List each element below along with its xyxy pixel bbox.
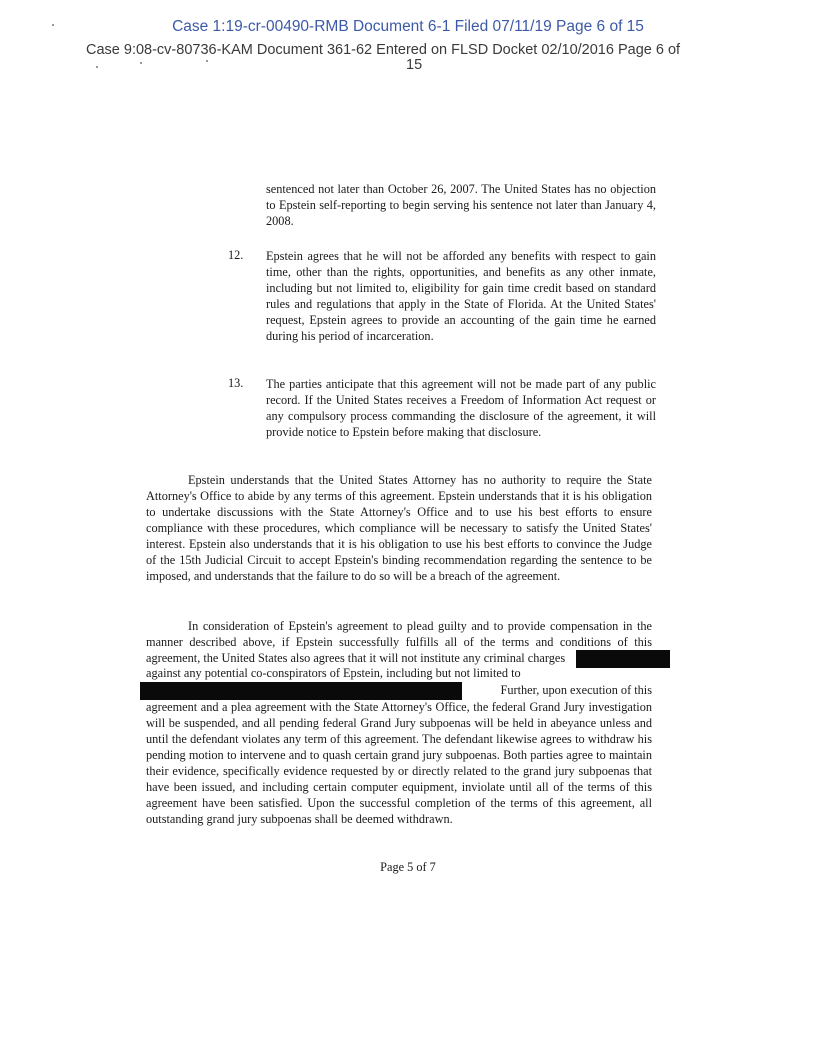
state-attorney-paragraph: Epstein understands that the United States Attorney has no authority to require the State Attorney's Office to abide by any terms of this agreement. Epstein understands that it is his obligation to undertake discussions with the State Attorney's Office and to use his best efforts to ensure compliance with these procedures, which compliance will be necessary to satisfy the United States' interest. Epstein also understands that it is his obligation to use his best efforts to convince the Judge of the 15th Judicial Circuit to accept Epstein's binding recommendation regarding the sentence to be imposed, and understands that the failure to do so will be a breach of the agreement. <box>146 473 652 583</box>
redaction-block <box>140 682 462 700</box>
consideration-paragraph-line: against any potential co-conspirators of Epstein, including but not limited to <box>146 666 521 680</box>
consideration-paragraph-continued: Further, upon execution of this <box>500 683 652 697</box>
docket-stamp-continuation: 15 <box>406 57 423 73</box>
consideration-paragraph-start: In consideration of Epstein's agreement to plead guilty and to provide compensation in the manner described above, if Epstein successfully fulfills all of the terms and conditions of this agreement, the United States also agrees that it will not institute any criminal charges <box>146 619 652 665</box>
scan-speck <box>96 66 98 68</box>
redaction-block <box>576 650 670 668</box>
item-12-paragraph: Epstein agrees that he will not be afforded any benefits with respect to gain time, other than the rights, opportunities, and benefits as any other inmate, including but not limited to, eligibility for gain time credit based on standard rules and regulations that apply in the State of Florida. At the United States' request, Epstein agrees to provide an accounting of the gain time he earned during his period of incarceration. <box>266 249 656 343</box>
item-number-13: 13. <box>228 376 244 390</box>
scan-speck <box>206 60 208 62</box>
scan-speck <box>140 62 142 64</box>
item-13-paragraph: The parties anticipate that this agreement will not be made part of any public record. If the United States receives a Freedom of Information Act request or any compulsory process commanding the disclosure of the agreement, it will provide notice to Epstein before making that disclosure. <box>266 377 656 439</box>
docket-stamp: Case 9:08-cv-80736-KAM Document 361-62 Entered on FLSD Docket 02/10/2016 Page 6 of <box>86 42 681 58</box>
scan-speck <box>52 24 54 26</box>
case-file-stamp: Case 1:19-cr-00490-RMB Document 6-1 Filed 07/11/19 Page 6 of 15 <box>172 18 644 35</box>
continuation-paragraph: sentenced not later than October 26, 2007. The United States has no objection to Epstein self-reporting to begin serving his sentence not later than January 4, 2008. <box>266 182 656 228</box>
page-number: Page 5 of 7 <box>380 860 436 874</box>
item-number-12: 12. <box>228 248 244 262</box>
consideration-paragraph-end: agreement and a plea agreement with the State Attorney's Office, the federal Grand Jury investigation will be suspended, and all pending federal Grand Jury subpoenas will be held in abeyance unless and until the defendant violates any term of this agreement. The defendant likewise agrees to withdraw his pending motion to intervene and to quash certain grand jury subpoenas. Both parties agree to maintain their evidence, specifically evidence requested by or directly related to the grand jury subpoenas that have been issued, and including certain computer equipment, inviolate until all of the terms of this agreement have been satisfied. Upon the successful completion of the terms of this agreement, all outstanding grand jury subpoenas shall be deemed withdrawn. <box>146 700 652 826</box>
